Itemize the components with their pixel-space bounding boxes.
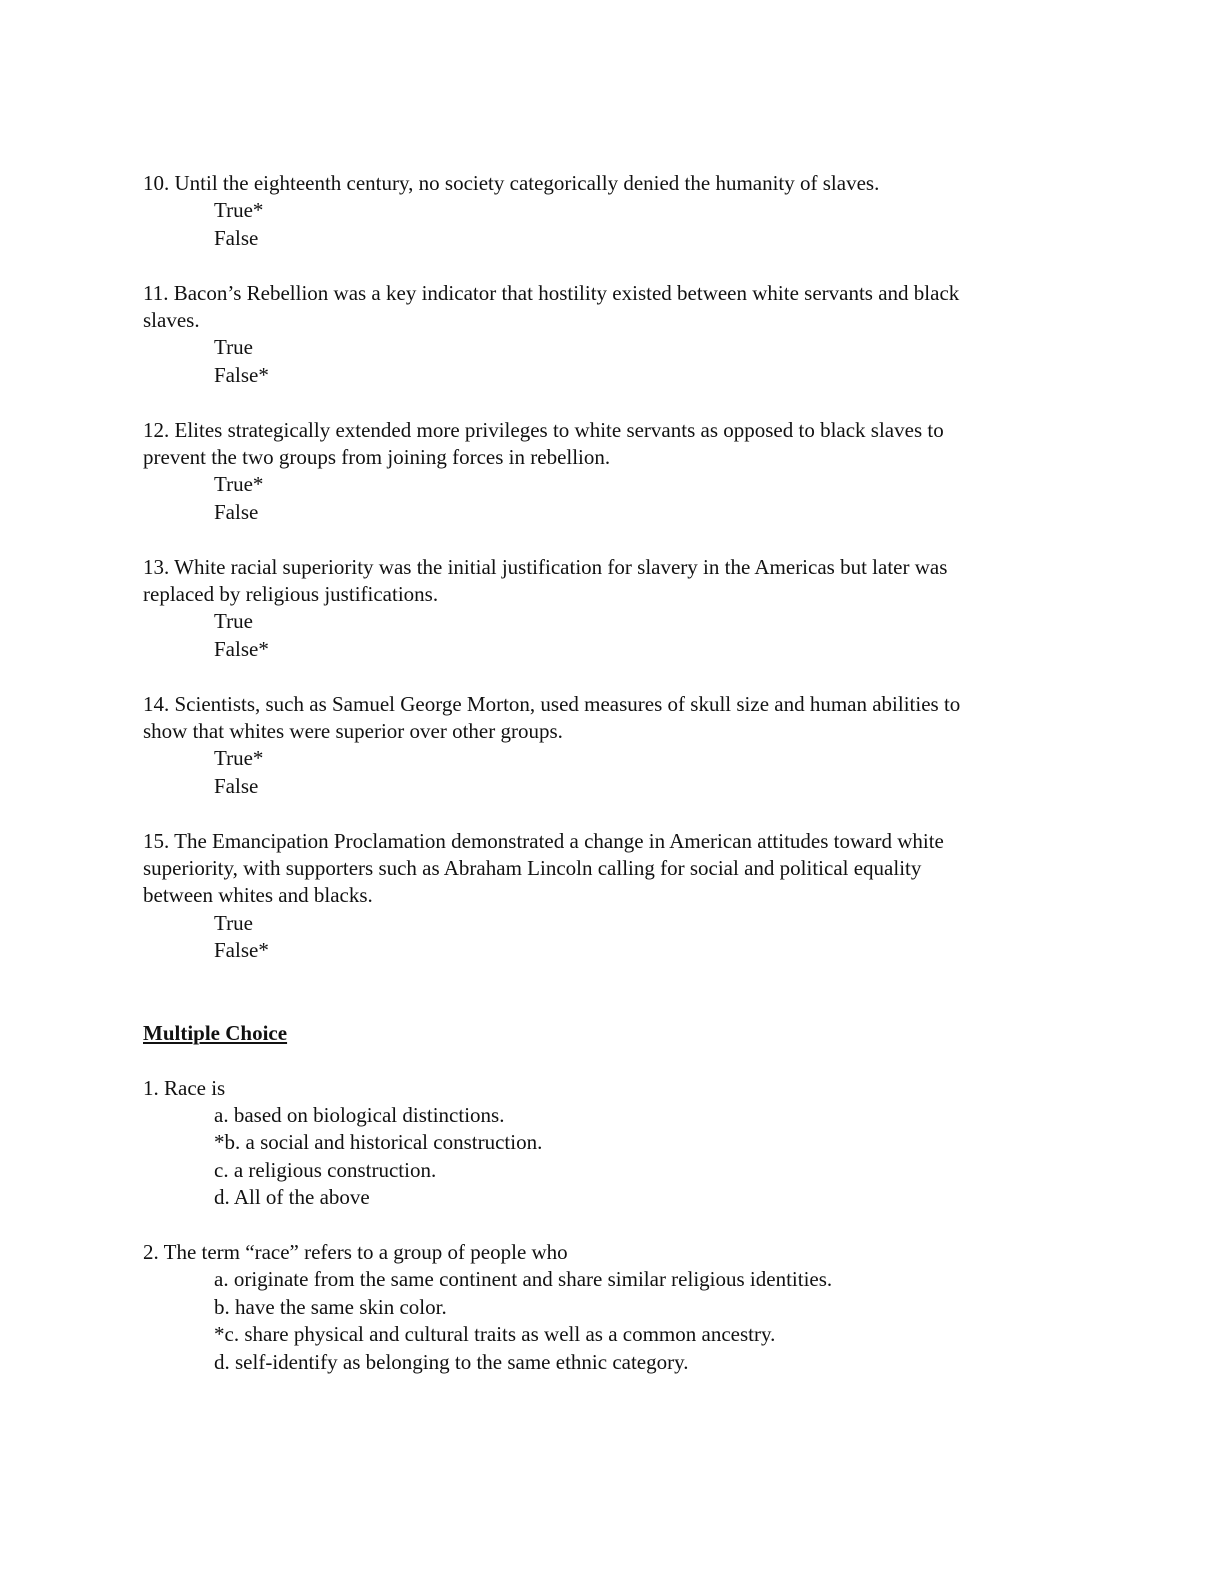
question-15 [143, 828, 1083, 965]
answer-option: c. a religious construction. [214, 1157, 437, 1182]
question-text: between whites and blacks. [143, 883, 373, 908]
mc-question-2 [143, 1239, 1083, 1376]
question-text: superiority, with supporters such as Abraham Lincoln calling for social and political equality [143, 856, 922, 881]
answer-option: False* [214, 362, 269, 387]
answer-option: True [214, 910, 253, 935]
question-text: replaced by religious justifications. [143, 582, 439, 607]
question-14 [143, 691, 1083, 801]
answer-option: False [214, 499, 259, 524]
section-title: Multiple Choice [143, 1020, 288, 1045]
question-12 [143, 417, 1083, 527]
answer-option: b. have the same skin color. [214, 1294, 447, 1319]
question-11 [143, 280, 1083, 390]
question-text: slaves. [143, 308, 200, 333]
answer-option: True* [214, 746, 264, 771]
document-page [143, 170, 1083, 1376]
question-text: 11. Bacon’s Rebellion was a key indicator that hostility existed between white servants and black [143, 280, 960, 305]
answer-option: False* [214, 636, 269, 661]
question-text: 15. The Emancipation Proclamation demonstrated a change in American attitudes toward white [143, 828, 944, 853]
question-13 [143, 554, 1083, 664]
answer-option: a. based on biological distinctions. [214, 1102, 505, 1127]
answer-option: d. All of the above [214, 1185, 370, 1210]
answer-option: False* [214, 938, 269, 963]
question-text: 14. Scientists, such as Samuel George Morton, used measures of skull size and human abilities to [143, 691, 961, 716]
question-text: 10. Until the eighteenth century, no society categorically denied the humanity of slaves. [143, 171, 880, 195]
answer-option: True [214, 335, 253, 360]
question-text: prevent the two groups from joining forces in rebellion. [143, 445, 611, 470]
question-text: 2. The term “race” refers to a group of people who [143, 1239, 568, 1264]
answer-option: False [214, 225, 259, 250]
answer-option: a. originate from the same continent and share similar religious identities. [214, 1267, 833, 1292]
answer-option: True* [214, 472, 264, 497]
answer-option: *b. a social and historical construction. [214, 1130, 543, 1155]
answer-option: False [214, 773, 259, 798]
mc-question-1 [143, 1075, 1083, 1212]
answer-option: d. self-identify as belonging to the same ethnic category. [214, 1349, 689, 1374]
answer-option: *c. share physical and cultural traits as well as a common ancestry. [214, 1322, 776, 1347]
question-text: 12. Elites strategically extended more privileges to white servants as opposed to black slaves to [143, 417, 944, 442]
answer-option: True* [214, 198, 264, 223]
question-text: 13. White racial superiority was the initial justification for slavery in the Americas but later was [143, 554, 948, 579]
question-text: 1. Race is [143, 1075, 226, 1100]
question-10 [143, 170, 1083, 252]
answer-option: True [214, 609, 253, 634]
question-text: show that whites were superior over other groups. [143, 719, 563, 744]
